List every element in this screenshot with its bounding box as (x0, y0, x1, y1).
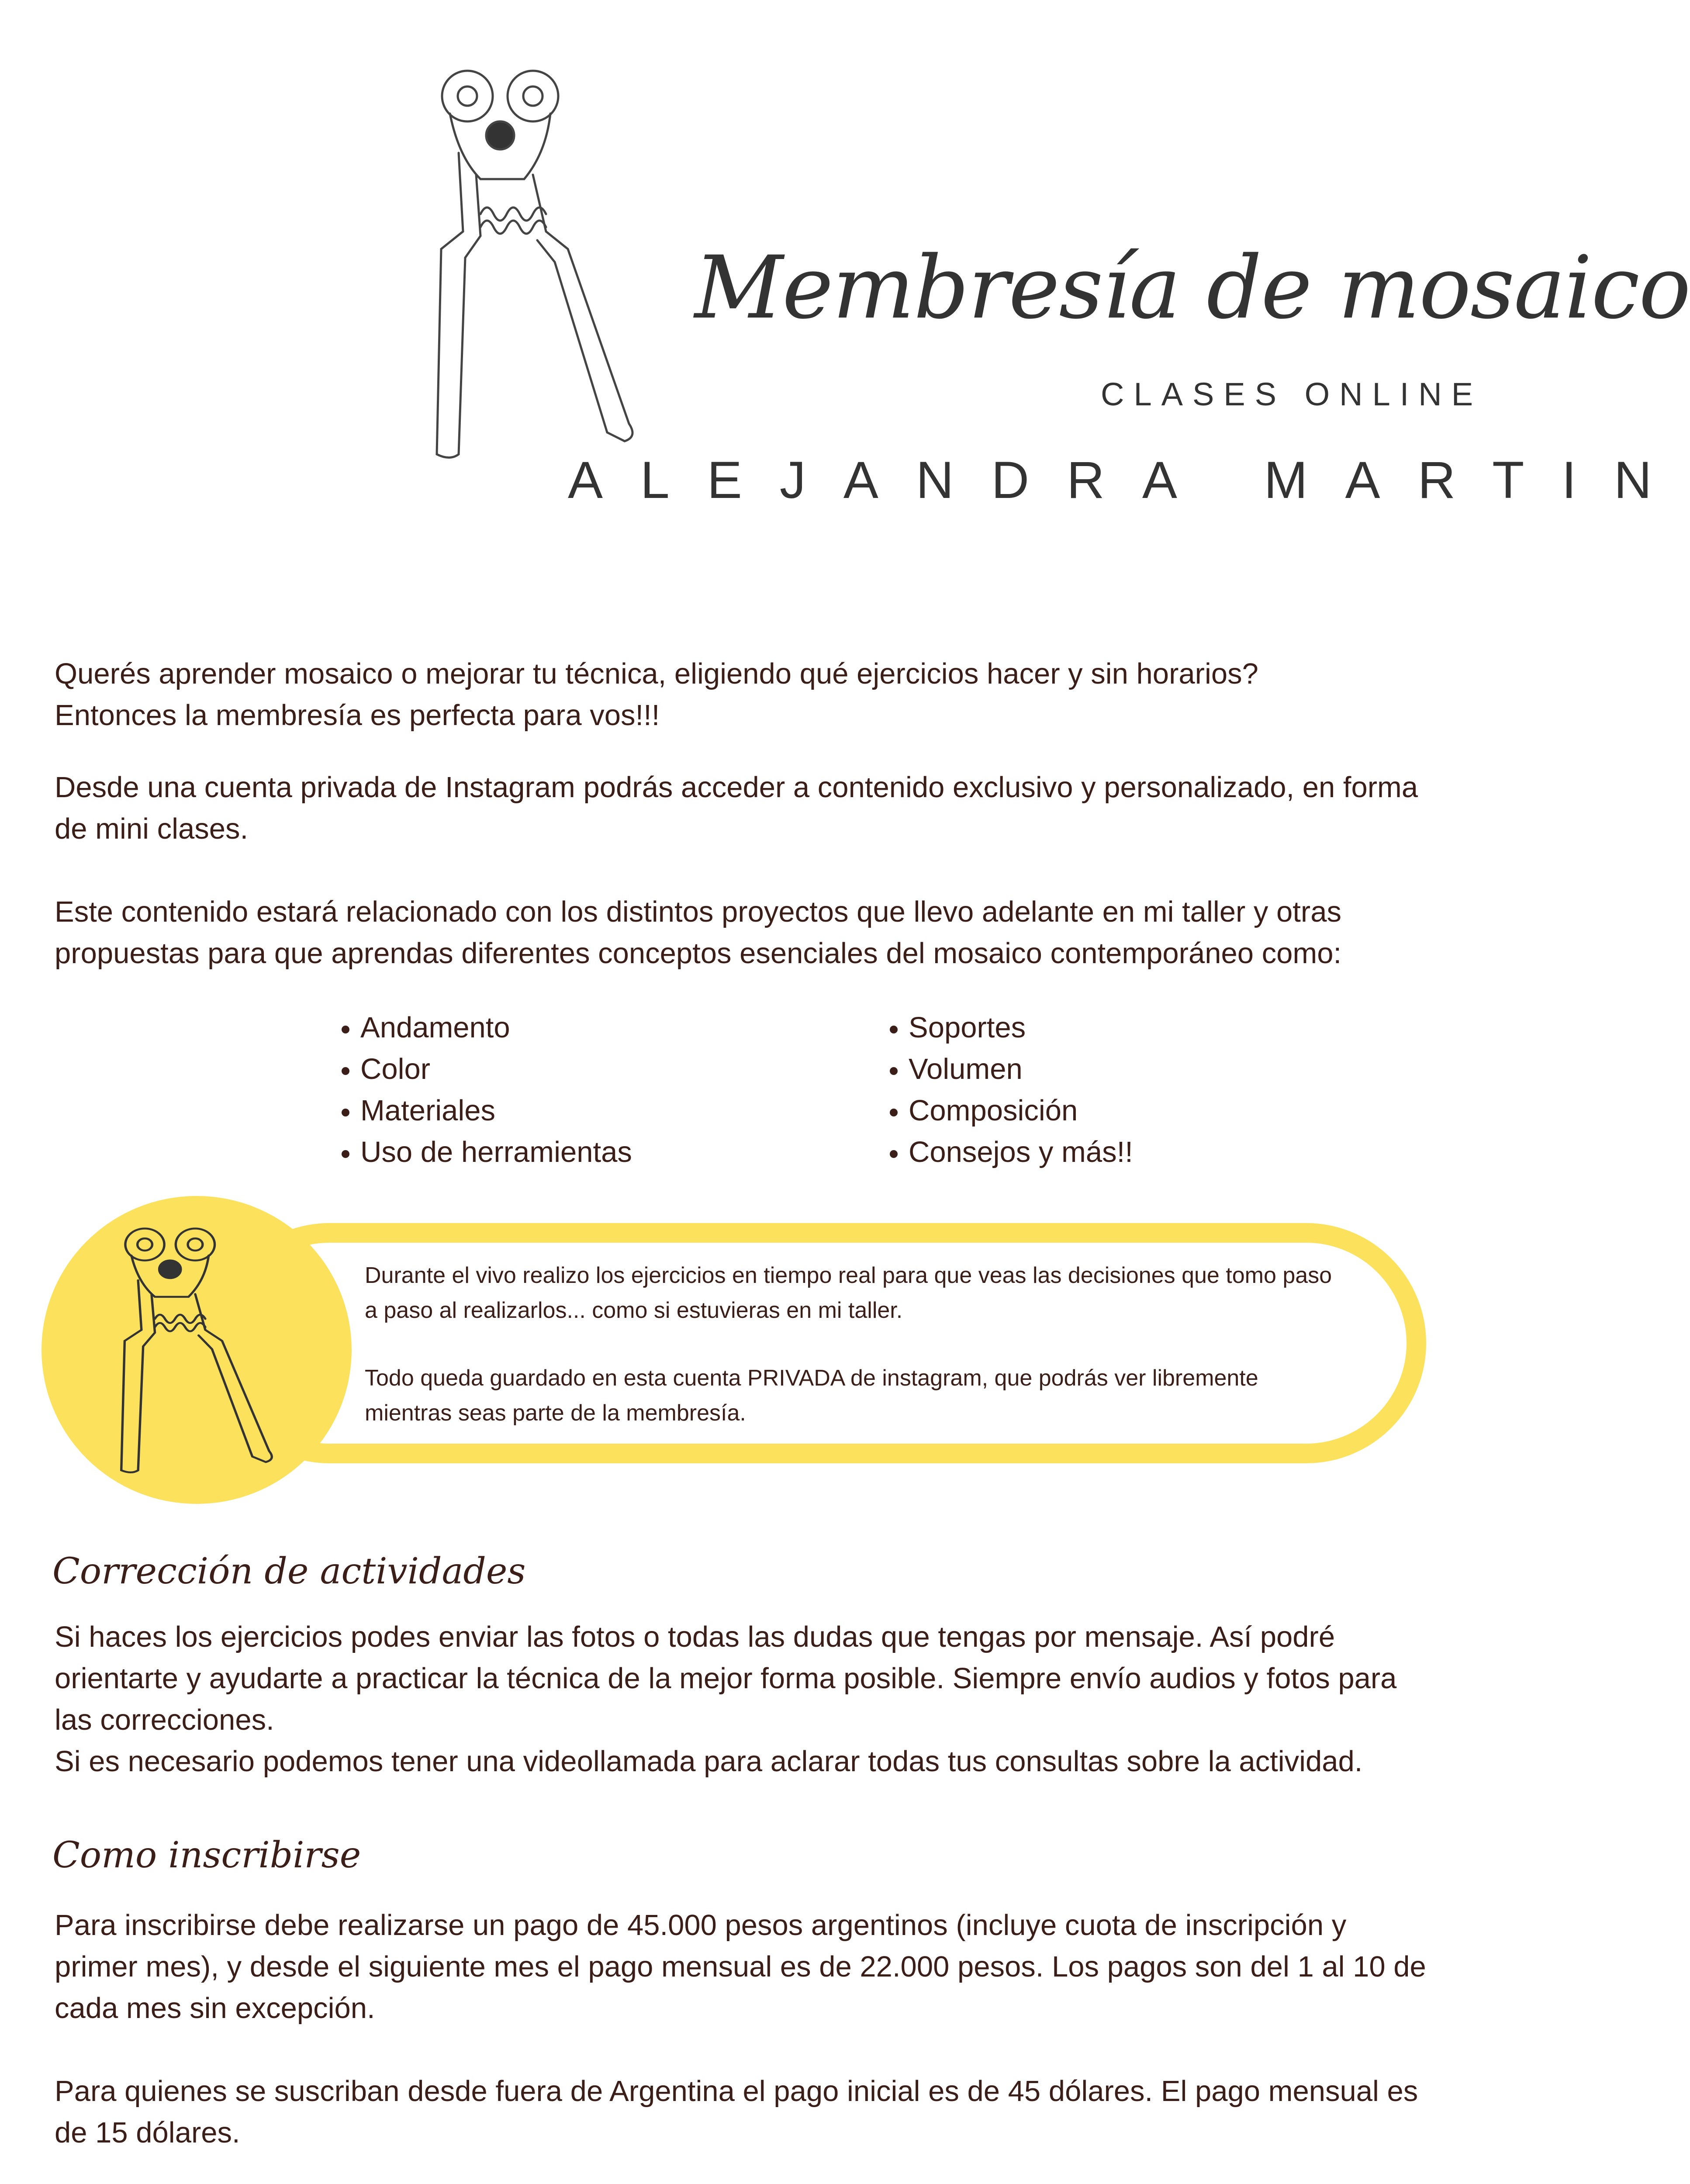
correccion-paragraph (55, 1616, 1431, 1782)
correccion-text: Si haces los ejercicios podes enviar las fotos o todas las dudas que tengas por mensaje. Así podré orientarte y ayudarte a practicar la técnica de la mejor forma posible. Siempre envío audios y fotos para las correcciones. (55, 1621, 1397, 1736)
correccion-heading: Corrección de actividades (52, 1551, 526, 1592)
topics-list-right (874, 1007, 1433, 1173)
list-item: • Materiales (360, 1090, 885, 1131)
intro-line-1: Querés aprender mosaico o mejorar tu técnica, eligiendo qué ejercicios hacer y sin horarios? (55, 657, 1258, 690)
intro-line-2: Entonces la membresía es perfecta para vos!!! (55, 699, 660, 732)
topics-list-left (325, 1007, 885, 1173)
live-text-paragraph-1: Durante el vivo realizo los ejercicios en tiempo real para que veas las decisiones que tomo paso a paso al realizarlos... como si estuvieras en mi taller. (365, 1263, 1332, 1323)
content-paragraph: Este contenido estará relacionado con los distintos proyectos que llevo adelante en mi taller y otras propuestas para que aprendas diferentes conceptos esenciales del mosaico contemporáneo como: (55, 895, 1342, 970)
brand-name: ALEJANDRA MARTIN (568, 451, 1690, 509)
mosaic-nipper-icon (118, 1225, 293, 1479)
brand-script-title: Membresía de mosaico (695, 237, 1690, 338)
list-item: • Andamento (360, 1007, 885, 1048)
inscribirse-paragraph: Para inscribirse debe realizarse un pago de 45.000 pesos argentinos (incluye cuota de inscripción y primer mes), y desde el siguiente mes el pago mensual es de 22.000 pesos. Los pagos son del 1 al 10 de cada mes sin excepción. (55, 1909, 1426, 2025)
intro-paragraph (55, 653, 1431, 736)
list-item: • Consejos y más!! (909, 1131, 1433, 1173)
live-text-paragraph-2: Todo queda guardado en esta cuenta PRIVADA de instagram, que podrás ver libremente mientras seas parte de la membresía. (365, 1365, 1258, 1426)
inscribirse-heading: Como inscribirse (52, 1835, 361, 1876)
list-item: • Uso de herramientas (360, 1131, 885, 1173)
description-paragraph: Desde una cuenta privada de Instagram podrás acceder a contenido exclusivo y personalizado, en forma de mini clases. (55, 771, 1418, 845)
brand-subtitle: CLASES ONLINE (1101, 376, 1483, 412)
list-item: • Soportes (909, 1007, 1433, 1048)
list-item: • Composición (909, 1090, 1433, 1131)
correccion-text-2: Si es necesario podemos tener una videollamada para aclarar todas tus consultas sobre la actividad. (55, 1745, 1363, 1778)
list-item: • Volumen (909, 1048, 1433, 1090)
list-item: • Color (360, 1048, 885, 1090)
mosaic-nipper-icon (432, 66, 660, 467)
international-paragraph: Para quienes se suscriban desde fuera de Argentina el pago inicial es de 45 dólares. El pago mensual es de 15 dólares. (55, 2075, 1418, 2149)
